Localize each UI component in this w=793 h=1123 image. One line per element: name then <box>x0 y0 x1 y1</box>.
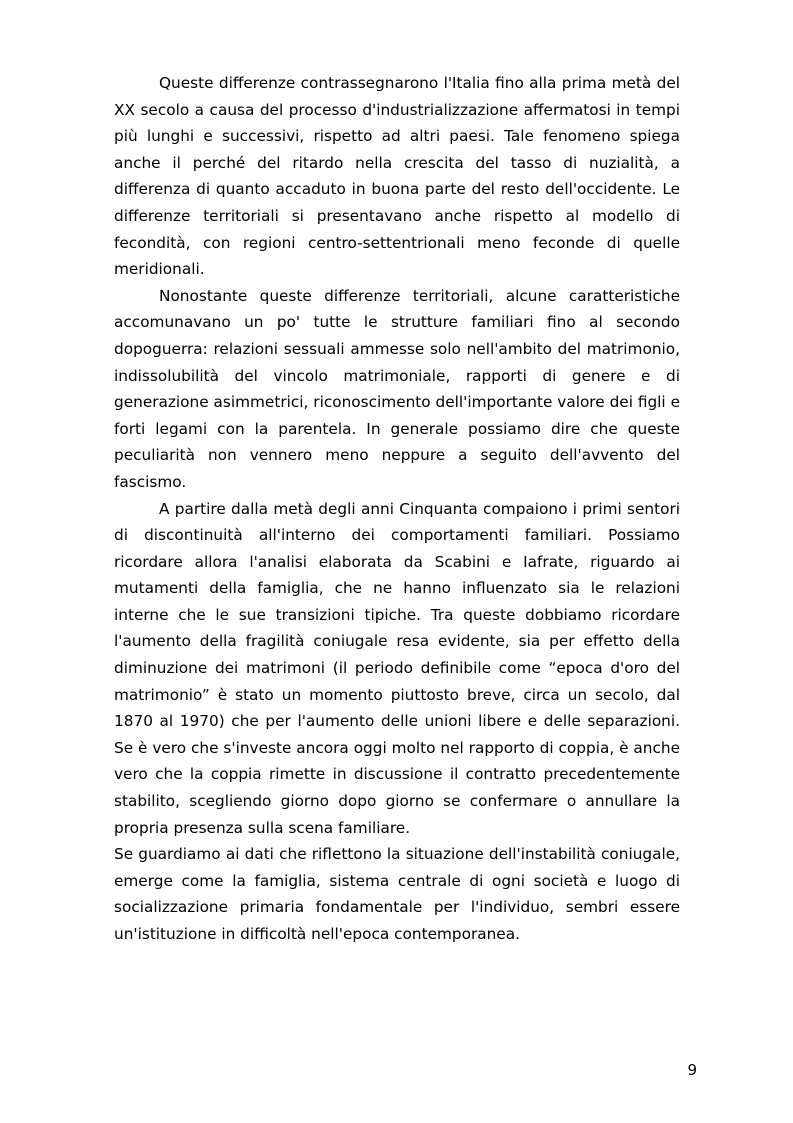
body-text <box>114 70 680 948</box>
page-number: 9 <box>687 1061 697 1079</box>
paragraph-3: A partire dalla metà degli anni Cinquanta compaiono i primi sentori di discontinuità all'interno dei comportamenti familiari. Possiamo ricordare allora l'analisi elaborata da Scabini e Iafrate, riguardo ai mutamenti della famiglia, che ne hanno influenzato sia le relazioni interne che le sue transizioni tipiche. Tra queste dobbiamo ricordare l'aumento della fragilità coniugale resa evidente, sia per effetto della diminuzione dei matrimoni (il periodo definibile come “epoca d'oro del matrimonio” è stato un momento piuttosto breve, circa un secolo, dal 1870 al 1970) che per l'aumento delle unioni libere e delle separazioni. Se è vero che s'investe ancora oggi molto nel rapporto di coppia, è anche vero che la coppia rimette in discussione il contratto precedentemente stabilito, scegliendo giorno dopo giorno se confermare o annullare la propria presenza sulla scena familiare. <box>114 499 680 837</box>
paragraph-1: Queste differenze contrassegnarono l'Italia fino alla prima metà del XX secolo a causa del processo d'industrializzazione affermatosi in tempi più lunghi e successivi, rispetto ad altri paesi. Tale fenomeno spiega anche il perché del ritardo nella crescita del tasso di nuzialità, a differenza di quanto accaduto in buona parte del resto dell'occidente. Le differenze territoriali si presentavano anche rispetto al modello di fecondità, con regioni centro-settentrionali meno feconde di quelle meridionali. <box>114 74 680 279</box>
paragraph-2: Nonostante queste differenze territoriali, alcune caratteristiche accomunavano un po' tutte le strutture familiari fino al secondo dopoguerra: relazioni sessuali ammesse solo nell'ambito del matrimonio, indissolubilità del vincolo matrimoniale, rapporti di genere e di generazione asimmetrici, riconoscimento dell'importante valore dei figli e forti legami con la parentela. In generale possiamo dire che queste peculiarità non vennero meno neppure a seguito dell'avvento del fascismo. <box>114 286 680 491</box>
paragraph-4: Se guardiamo ai dati che riflettono la situazione dell'instabilità coniugale, emerge come la famiglia, sistema centrale di ogni società e luogo di socializzazione primaria fondamentale per l'individuo, sembri essere un'istituzione in difficoltà nell'epoca contemporanea. <box>114 845 680 943</box>
